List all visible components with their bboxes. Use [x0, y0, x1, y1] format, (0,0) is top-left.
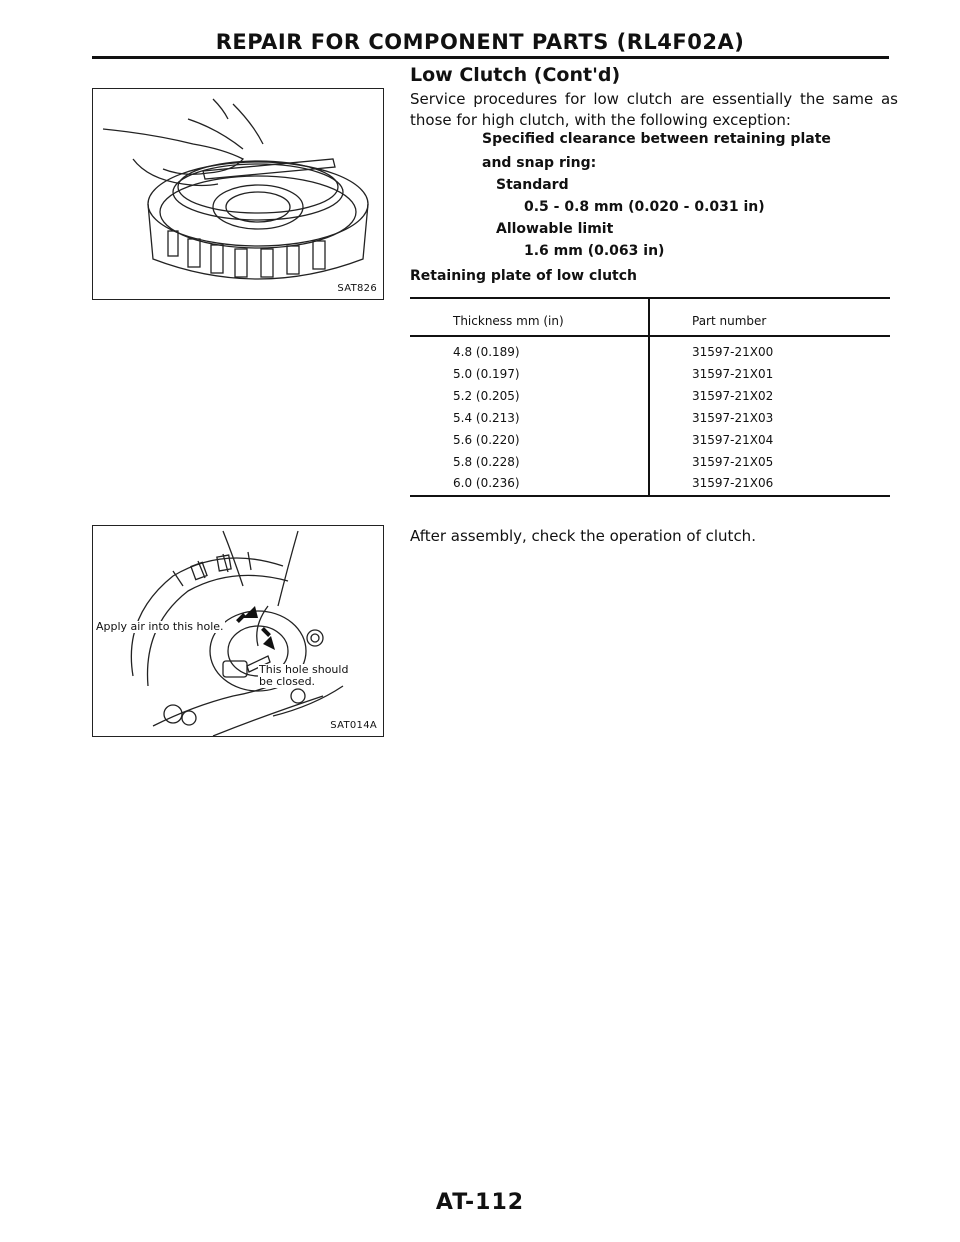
table-top-rule [410, 297, 890, 299]
figure-code: SAT826 [337, 283, 377, 294]
clutch-drum-feeler-gauge-illustration [93, 89, 383, 299]
table-header-thickness: Thickness mm (in) [453, 314, 564, 328]
after-assembly-note: After assembly, check the operation of clutch. [410, 527, 756, 545]
table-cell-part-number: 31597-21X04 [692, 433, 774, 447]
header-rule [92, 56, 889, 59]
page-number: AT-112 [435, 1190, 525, 1215]
table-cell-part-number: 31597-21X00 [692, 345, 774, 359]
table-header-rule [410, 335, 890, 337]
spec-standard-label: Standard [496, 177, 569, 193]
spec-heading-line1: Specified clearance between retaining plate [482, 131, 831, 147]
page-header-title: REPAIR FOR COMPONENT PARTS (RL4F02A) [215, 30, 745, 54]
table-header-part-number: Part number [692, 314, 767, 328]
callout-hole-closed-line1: This hole should [259, 663, 349, 676]
table-cell-thickness: 5.4 (0.213) [453, 411, 520, 425]
intro-paragraph: Service procedures for low clutch are essentially the same as those for high clutch, with the following exception: [410, 90, 898, 129]
table-cell-part-number: 31597-21X02 [692, 389, 774, 403]
figure-code: SAT014A [330, 720, 377, 731]
table-bottom-rule [410, 495, 890, 497]
table-title: Retaining plate of low clutch [410, 268, 638, 284]
table-cell-part-number: 31597-21X03 [692, 411, 774, 425]
table-cell-part-number: 31597-21X06 [692, 476, 774, 490]
table-column-divider [648, 298, 650, 496]
table-cell-thickness: 5.6 (0.220) [453, 433, 520, 447]
section-title: Low Clutch (Cont'd) [410, 64, 621, 86]
spec-limit-label: Allowable limit [496, 221, 614, 237]
table-cell-thickness: 6.0 (0.236) [453, 476, 520, 490]
spec-limit-value: 1.6 mm (0.063 in) [524, 243, 665, 259]
spec-standard-value: 0.5 - 0.8 mm (0.020 - 0.031 in) [524, 199, 765, 215]
table-cell-thickness: 4.8 (0.189) [453, 345, 520, 359]
table-cell-thickness: 5.2 (0.205) [453, 389, 520, 403]
table-cell-part-number: 31597-21X01 [692, 367, 774, 381]
callout-hole-closed-line2: be closed. [259, 675, 316, 688]
table-cell-thickness: 5.0 (0.197) [453, 367, 520, 381]
figure-clearance-check [92, 88, 384, 300]
spec-heading-line2: and snap ring: [482, 155, 597, 171]
figure-air-check [92, 525, 384, 737]
table-cell-part-number: 31597-21X05 [692, 455, 774, 469]
table-cell-thickness: 5.8 (0.228) [453, 455, 520, 469]
callout-apply-air: Apply air into this hole. [96, 620, 224, 633]
